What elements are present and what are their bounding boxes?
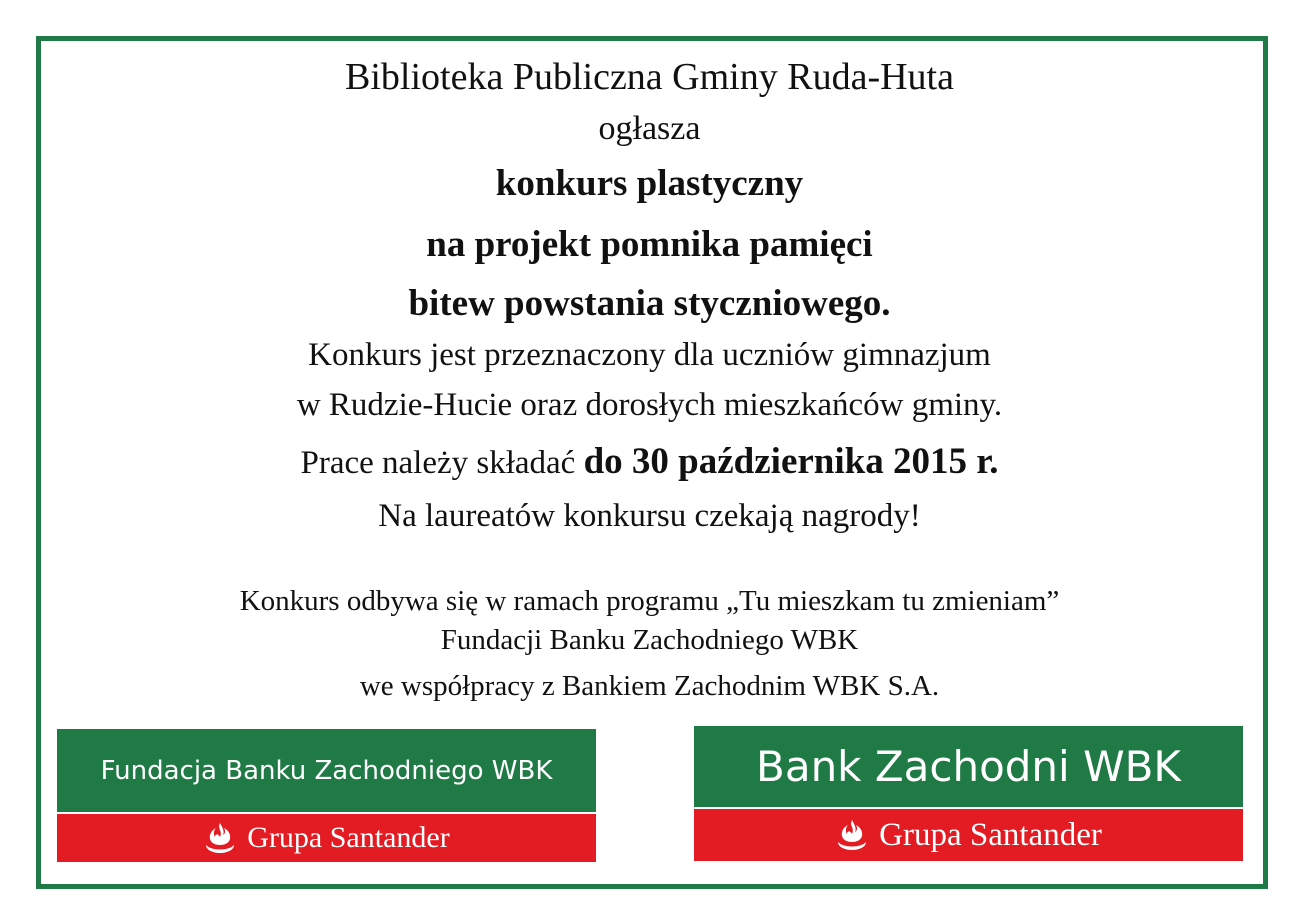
announces-text: ogłasza <box>598 110 701 147</box>
organizer-heading: Biblioteka Publiczna Gminy Ruda-Huta <box>345 56 954 98</box>
contest-title-line-2: na projekt pomnika pamięci <box>426 224 873 265</box>
contest-title-line-1: konkurs plastyczny <box>495 163 804 204</box>
bank-logo-group <box>694 809 1243 861</box>
foundation-logo-group-text: Grupa Santander <box>247 821 450 854</box>
foundation-logo <box>57 729 596 862</box>
foundation-logo-name: Fundacja Banku Zachodniego WBK <box>57 729 596 812</box>
program-line-3: we współpracy z Bankiem Zachodnim WBK S.A. <box>359 670 940 702</box>
santander-flame-icon <box>835 818 869 852</box>
program-line-2: Fundacji Banku Zachodniego WBK <box>440 624 859 656</box>
program-line-1: Konkurs odbywa się w ramach programu „Tu mieszkam tu zmieniam” <box>239 585 1060 617</box>
eligibility-line-2: w Rudzie-Hucie oraz dorosłych mieszkańców gminy. <box>296 387 1003 423</box>
bank-logo-group-text: Grupa Santander <box>879 816 1102 853</box>
deadline-prefix: Prace należy składać <box>300 445 584 481</box>
bank-logo-name: Bank Zachodni WBK <box>694 726 1243 807</box>
deadline-date: do 30 października 2015 r. <box>583 441 999 482</box>
eligibility-line-1: Konkurs jest przeznaczony dla uczniów gimnazjum <box>308 337 991 373</box>
foundation-logo-group <box>57 814 596 862</box>
deadline-line <box>0 443 1299 480</box>
prizes-line: Na laureatów konkursu czekają nagrody! <box>378 498 921 534</box>
contest-title-line-3: bitew powstania styczniowego. <box>408 283 891 324</box>
bank-logo <box>694 726 1243 861</box>
santander-flame-icon <box>203 821 237 855</box>
